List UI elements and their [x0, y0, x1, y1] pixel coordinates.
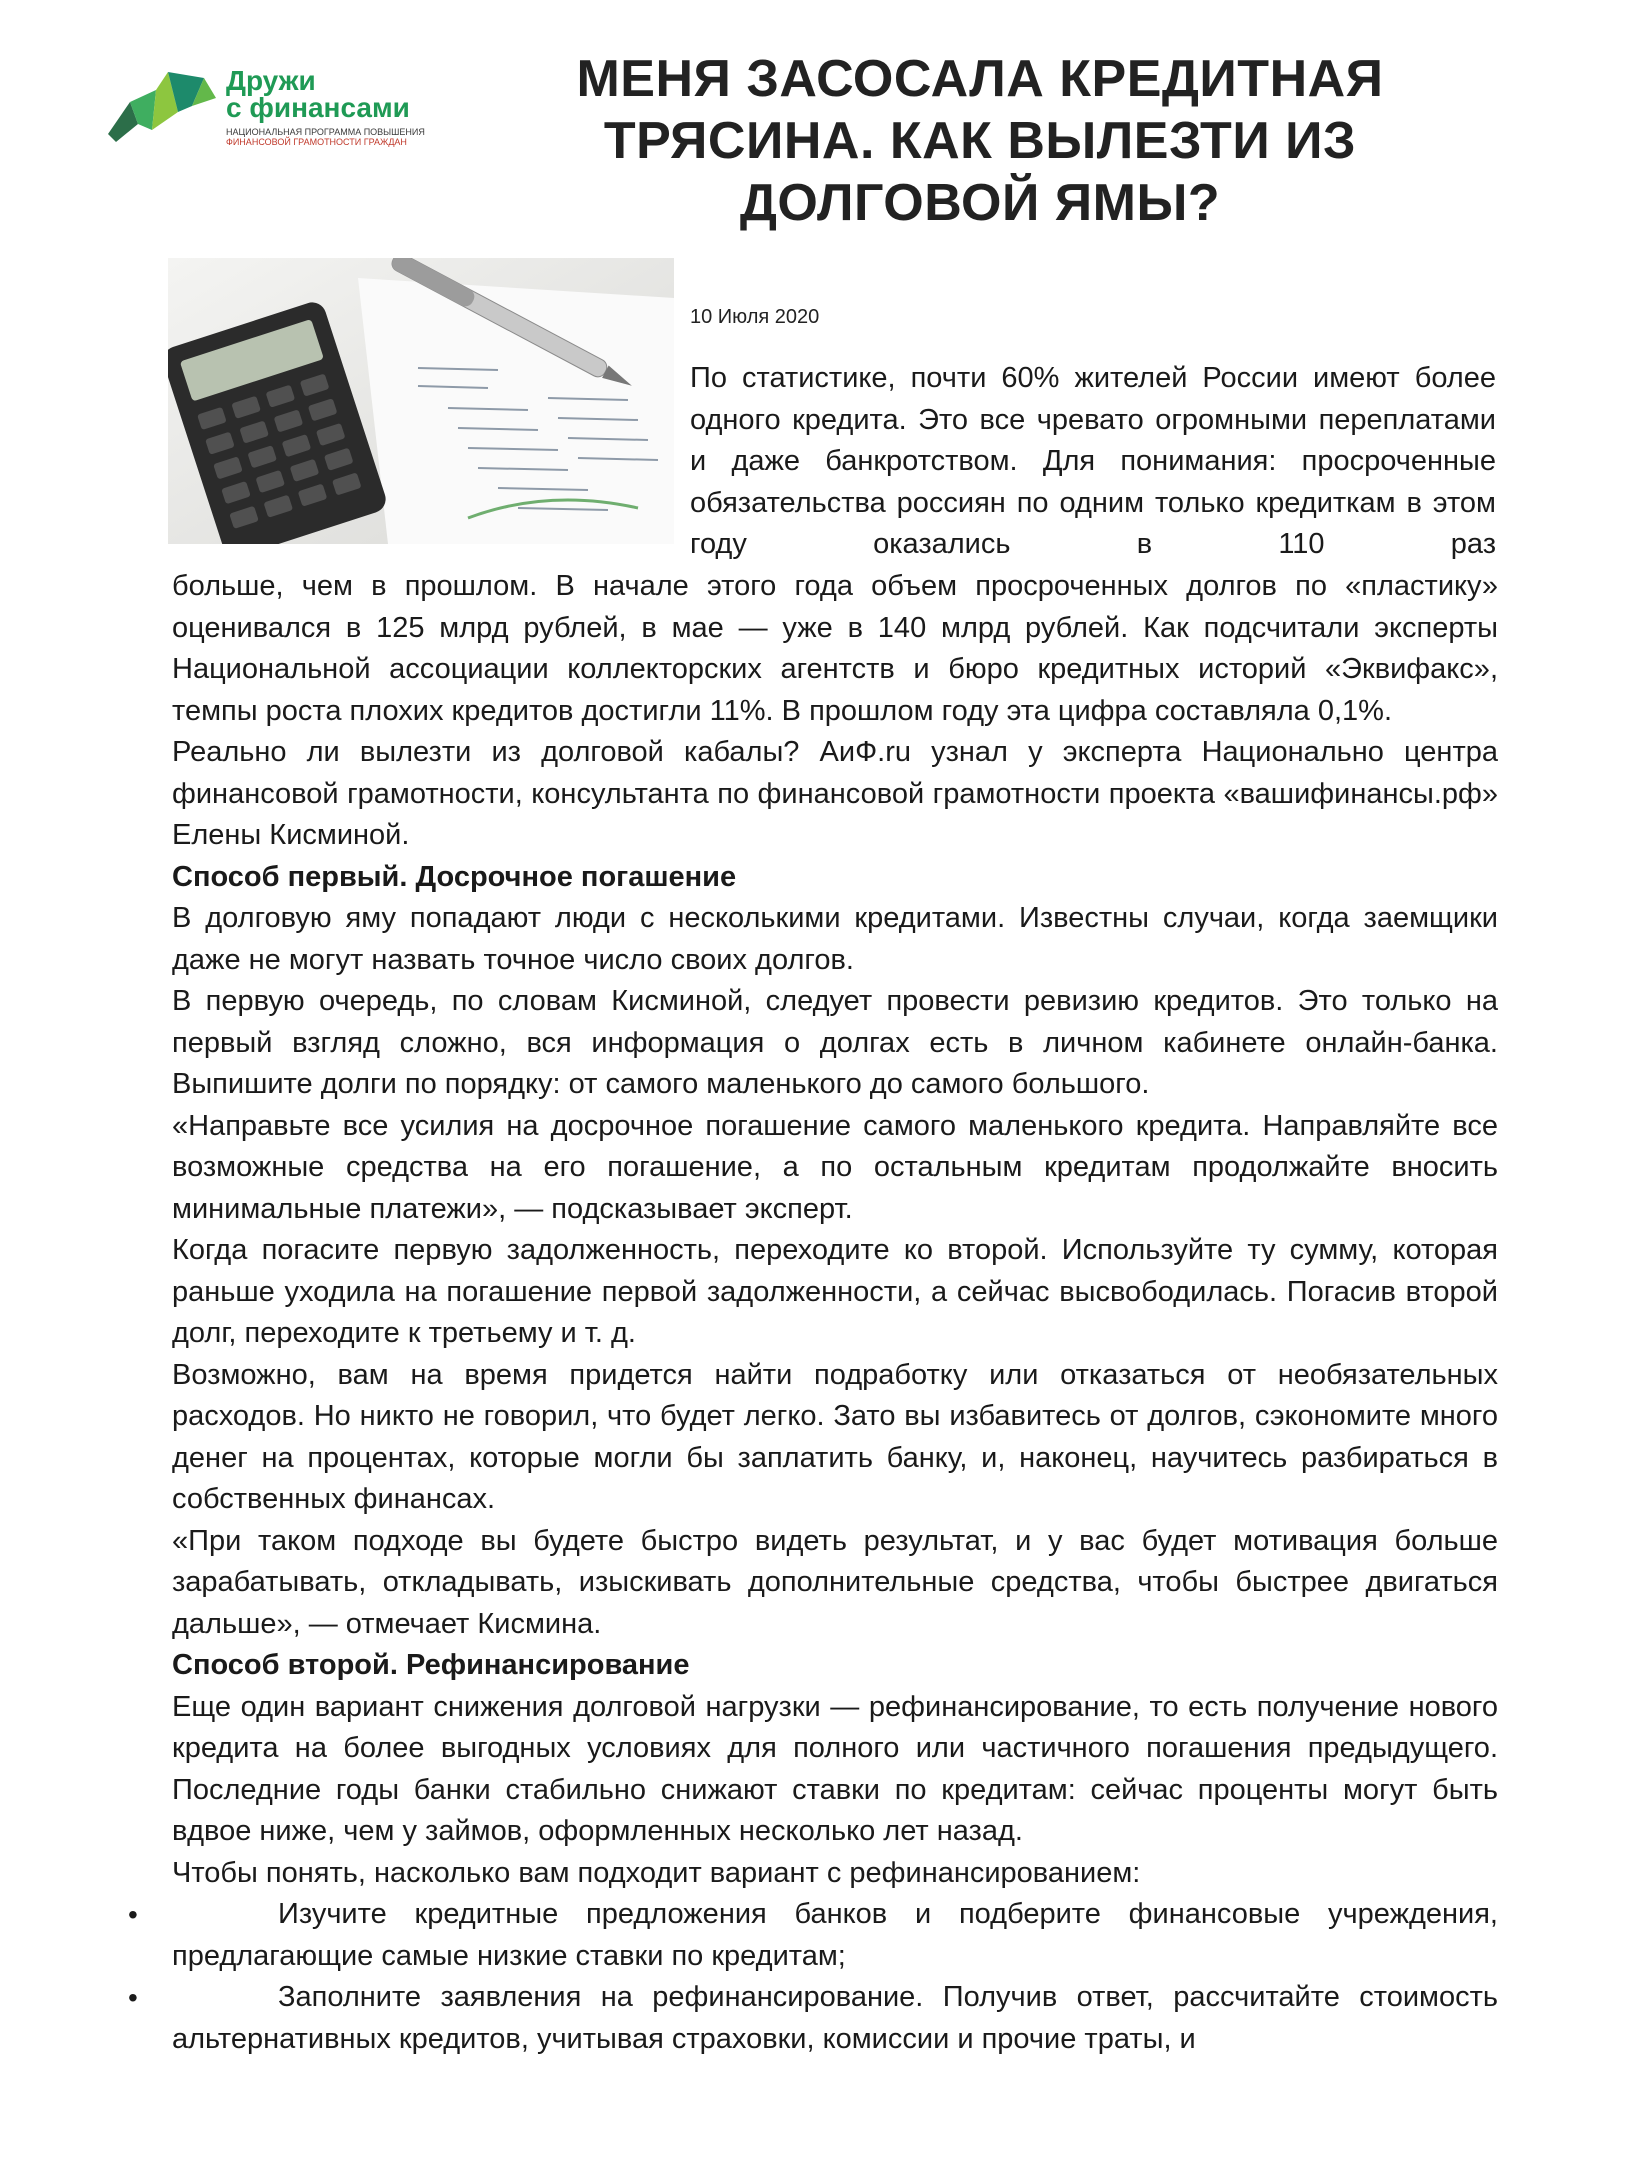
logo	[108, 62, 468, 147]
logo-tagline-line2: ФИНАНСОВОЙ ГРАМОТНОСТИ ГРАЖДАН	[226, 137, 407, 147]
bullet-icon: •	[128, 1899, 138, 1930]
intro-paragraph	[690, 358, 1496, 566]
section-heading: Способ первый. Досрочное погашение	[172, 860, 737, 893]
logo-tagline-line1: НАЦИОНАЛЬНАЯ ПРОГРАММА ПОВЫШЕНИЯ	[226, 127, 425, 137]
article-date: 10 Июля 2020	[690, 306, 820, 328]
paragraph: «При таком подходе вы будете быстро видеть результат, и у вас будет мотивация больше зарабатывать, откладывать, изыскивать дополнительные средства, чтобы быстрее двигаться дальше», — отмечает Кисмина.	[172, 1524, 1498, 1640]
section-heading: Способ второй. Рефинансирование	[172, 1649, 690, 1681]
logo-name-line1: Дружи	[226, 65, 316, 96]
bullet-icon: •	[128, 1982, 138, 2013]
paragraph: Реально ли вылезти из долговой кабалы? АиФ.ru узнал у эксперта Национально центра финансовой грамотности, консультанта по финансовой грамотности проекта «вашифинансы.рф» Елены Кисминой.	[172, 736, 1498, 851]
logo-name-line2: с финансами	[226, 92, 410, 123]
paragraph: больше, чем в прошлом. В начале этого года объем просроченных долгов по «пластику» оценивался в 125 млрд рублей, в мае — уже в 140 млрд рублей. Как подсчитали эксперты Национальной ассоциации коллекторских агентств и бюро кредитных историй «Эквифакс», темпы роста плохих кредитов достигли 11%. В прошлом году эта цифра составляла 0,1%.	[172, 570, 1498, 727]
logo-mark-icon	[108, 72, 216, 142]
logo-tagline	[226, 127, 466, 147]
logo-name	[226, 67, 410, 121]
calculator-and-pen-photo	[168, 258, 674, 544]
paragraph: В долговую яму попадают люди с несколькими кредитами. Известны случаи, когда заемщики даже не могут назвать точное число своих долгов.	[172, 902, 1498, 976]
title-line: ТРЯСИНА. КАК ВЫЛЕЗТИ ИЗ	[603, 112, 1357, 170]
paragraph: Чтобы понять, насколько вам подходит вариант с рефинансированием:	[172, 1856, 1141, 1889]
article-body	[128, 566, 1498, 2060]
paragraph: В первую очередь, по словам Кисминой, следует провести ревизию кредитов. Это только на первый взгляд сложно, вся информация о долгах есть в личном кабинете онлайн-банка. Выпишите долги по порядку: от самого маленького до самого большого.	[172, 985, 1498, 1100]
list-item	[128, 1977, 1498, 2060]
paragraph: Еще один вариант снижения долговой нагрузки — рефинансирование, то есть получение нового кредита на более выгодных условиях для полного или частичного погашения предыдущего. Последние годы банки стабильно снижают ставки по кредитам: сейчас проценты могут быть вдвое ниже, чем у займов, оформленных несколько лет назад.	[172, 1690, 1498, 1847]
title-line: МЕНЯ ЗАСОСАЛА КРЕДИТНАЯ	[576, 50, 1384, 108]
intro-text: По статистике, почти 60% жителей России имеют более одного кредита. Это все чревато огромными переплатами и даже банкротством. Для понимания: просроченные обязательства россиян по одним только кредиткам в этом году оказались в 110 раз	[690, 362, 1496, 560]
paragraph: Возможно, вам на время придется найти подработку или отказаться от необязательных расходов. Но никто не говорил, что будет легко. Зато вы избавитесь от долгов, сэкономите много денег на процентах, которые могли бы заплатить банку, и, наконец, научитесь разбираться в собственных финансах.	[172, 1358, 1498, 1515]
paragraph: Когда погасите первую задолженность, переходите ко второй. Используйте ту сумму, которая раньше уходила на погашение первой задолженности, а сейчас высвободилась. Погасив второй долг, переходите к третьему и т. д.	[172, 1234, 1498, 1349]
article-title	[520, 48, 1440, 234]
list-item	[128, 1894, 1498, 1977]
list-item-text: Изучите кредитные предложения банков и подберите финансовые учреждения, предлагающие самые низкие ставки по кредитам;	[172, 1898, 1498, 1972]
paragraph: «Направьте все усилия на досрочное погашение самого маленького кредита. Направляйте все возможные средства на его погашение, а по остальным кредитам продолжайте вносить минимальные платежи», — подсказывает эксперт.	[172, 1109, 1498, 1225]
bullet-list	[128, 1894, 1498, 2060]
list-item-text: Заполните заявления на рефинансирование. Получив ответ, рассчитайте стоимость альтернативных кредитов, учитывая страховки, комиссии и прочие траты, и	[172, 1981, 1498, 2055]
title-line: ДОЛГОВОЙ ЯМЫ?	[739, 174, 1221, 232]
